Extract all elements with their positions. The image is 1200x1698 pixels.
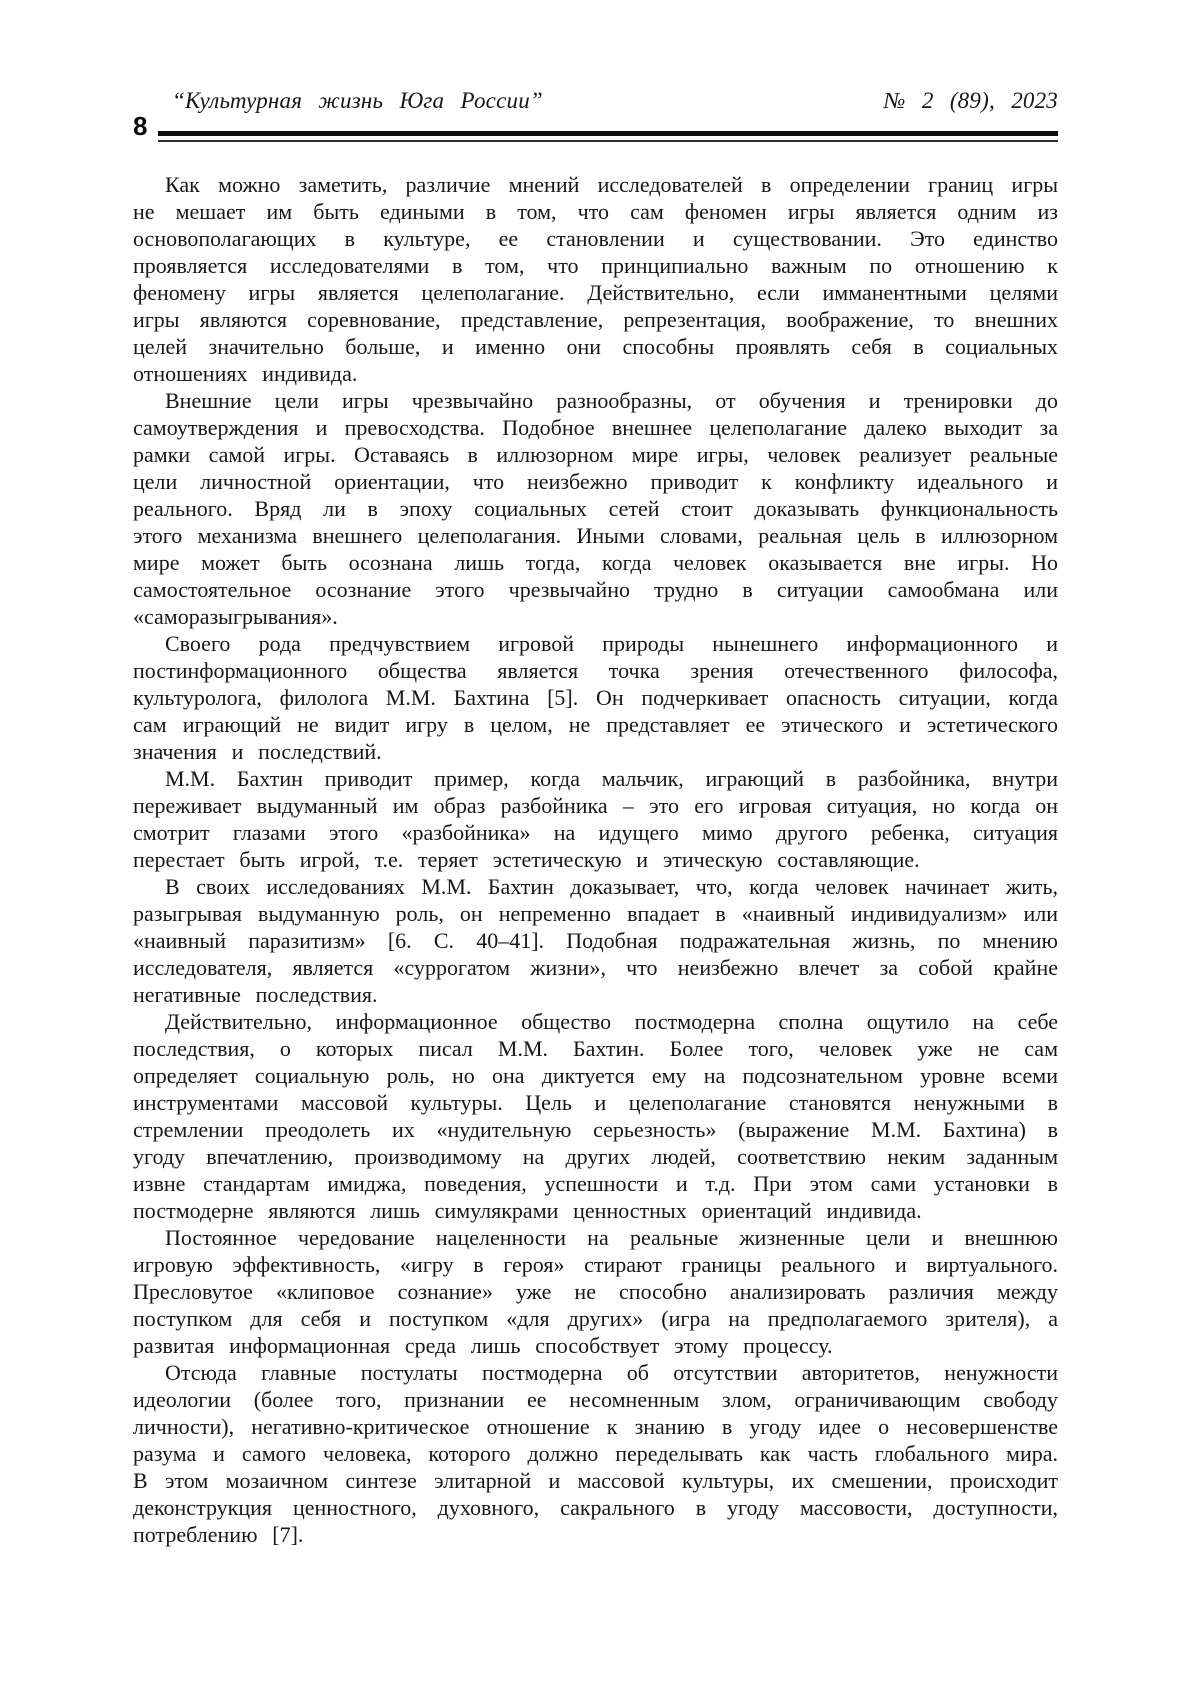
issue-number: № 2 (89), 2023 — [883, 88, 1058, 113]
page-number: 8 — [133, 111, 148, 141]
header-rule-thin — [158, 140, 1058, 142]
journal-title: “Культурная жизнь Юга России” — [172, 88, 543, 113]
paragraph-8: Отсюда главные постулаты постмодерна об отсутствии авторитетов, ненужности идеологии (более того, признании ее несомненным злом, ограничивающим свободу личности), негативно-критическое отношение к знанию в угоду идее о несовершенстве разума и самого человека, которого должно переделывать как часть глобального мира. В этом мозаичном синтезе элитарной и массовой культуры, их смешении, происходит деконструкция ценностного, духовного, сакрального в угоду массовости, доступности, потреблению [7]. — [133, 1360, 1058, 1547]
paragraph-1: Как можно заметить, различие мнений исследователей в определении границ игры не мешает им быть едиными в том, что сам феномен игры является одним из основополагающих в культуре, ее становлении и существовании. Это единство проявляется исследователями в том, что принципиально важным по отношению к феномену игры является целеполагание. Действительно, если имманентными целями игры являются соревнование, представление, репрезентация, воображение, то внешних целей значительно больше, и именно они способны проявлять себя в социальных отношениях индивида. — [133, 172, 1058, 386]
paragraph-7: Постоянное чередование нацеленности на реальные жизненные цели и внешнюю игровую эффективность, «игру в героя» стирают границы реального и виртуального. Пресловутое «клиповое сознание» уже не способно анализировать различия между поступком для себя и поступком «для других» (игра на предполагаемого зрителя), а развитая информационная среда лишь способствует этому процессу. — [133, 1225, 1058, 1358]
article-body — [133, 171, 1058, 1548]
running-head — [172, 88, 1058, 114]
paragraph-4: М.М. Бахтин приводит пример, когда мальчик, играющий в разбойника, внутри переживает выдуманный им образ разбойника – это его игровая ситуация, но когда он смотрит глазами этого «разбойника» на идущего мимо другого ребенка, ситуация перестает быть игрой, т.е. теряет эстетическую и этическую составляющие. — [133, 766, 1058, 872]
header-rule-thick — [158, 131, 1058, 136]
paragraph-6: Действительно, информационное общество постмодерна сполна ощутило на себе последствия, о которых писал М.М. Бахтин. Более того, человек уже не сам определяет социальную роль, но она диктуется ему на подсознательном уровне всеми инструментами массовой культуры. Цель и целеполагание становятся ненужными в стремлении преодолеть их «нудительную серьезность» (выражение М.М. Бахтина) в угоду впечатлению, производимому на других людей, соответствию неким заданным извне стандартам имиджа, поведения, успешности и т.д. При этом сами установки в постмодерне являются лишь симулякрами ценностных ориентаций индивида. — [133, 1009, 1058, 1223]
paragraph-3: Своего рода предчувствием игровой природы нынешнего информационного и постинформационного общества является точка зрения отечественного философа, культуролога, филолога М.М. Бахтина [5]. Он подчеркивает опасность ситуации, когда сам играющий не видит игру в целом, не представляет ее этического и эстетического значения и последствий. — [133, 631, 1058, 764]
paragraph-2: Внешние цели игры чрезвычайно разнообразны, от обучения и тренировки до самоутверждения и превосходства. Подобное внешнее целеполагание далеко выходит за рамки самой игры. Оставаясь в иллюзорном мире игры, человек реализует реальные цели личностной ориентации, что неизбежно приводит к конфликту идеального и реального. Вряд ли в эпоху социальных сетей стоит доказывать функциональность этого механизма внешнего целеполагания. Иными словами, реальная цель в иллюзорном мире может быть осознана лишь тогда, когда человек оказывается вне игры. Но самостоятельное осознание этого чрезвычайно трудно в ситуации самообмана или «саморазыгрывания». — [133, 388, 1058, 629]
header-rule — [158, 131, 1058, 142]
paragraph-5: В своих исследованиях М.М. Бахтин доказывает, что, когда человек начинает жить, разыгрывая выдуманную роль, он непременно впадает в «наивный индивидуализм» или «наивный паразитизм» [6. С. 40–41]. Подобная подражательная жизнь, по мнению исследователя, является «суррогатом жизни», что неизбежно влечет за собой крайне негативные последствия. — [133, 874, 1058, 1007]
